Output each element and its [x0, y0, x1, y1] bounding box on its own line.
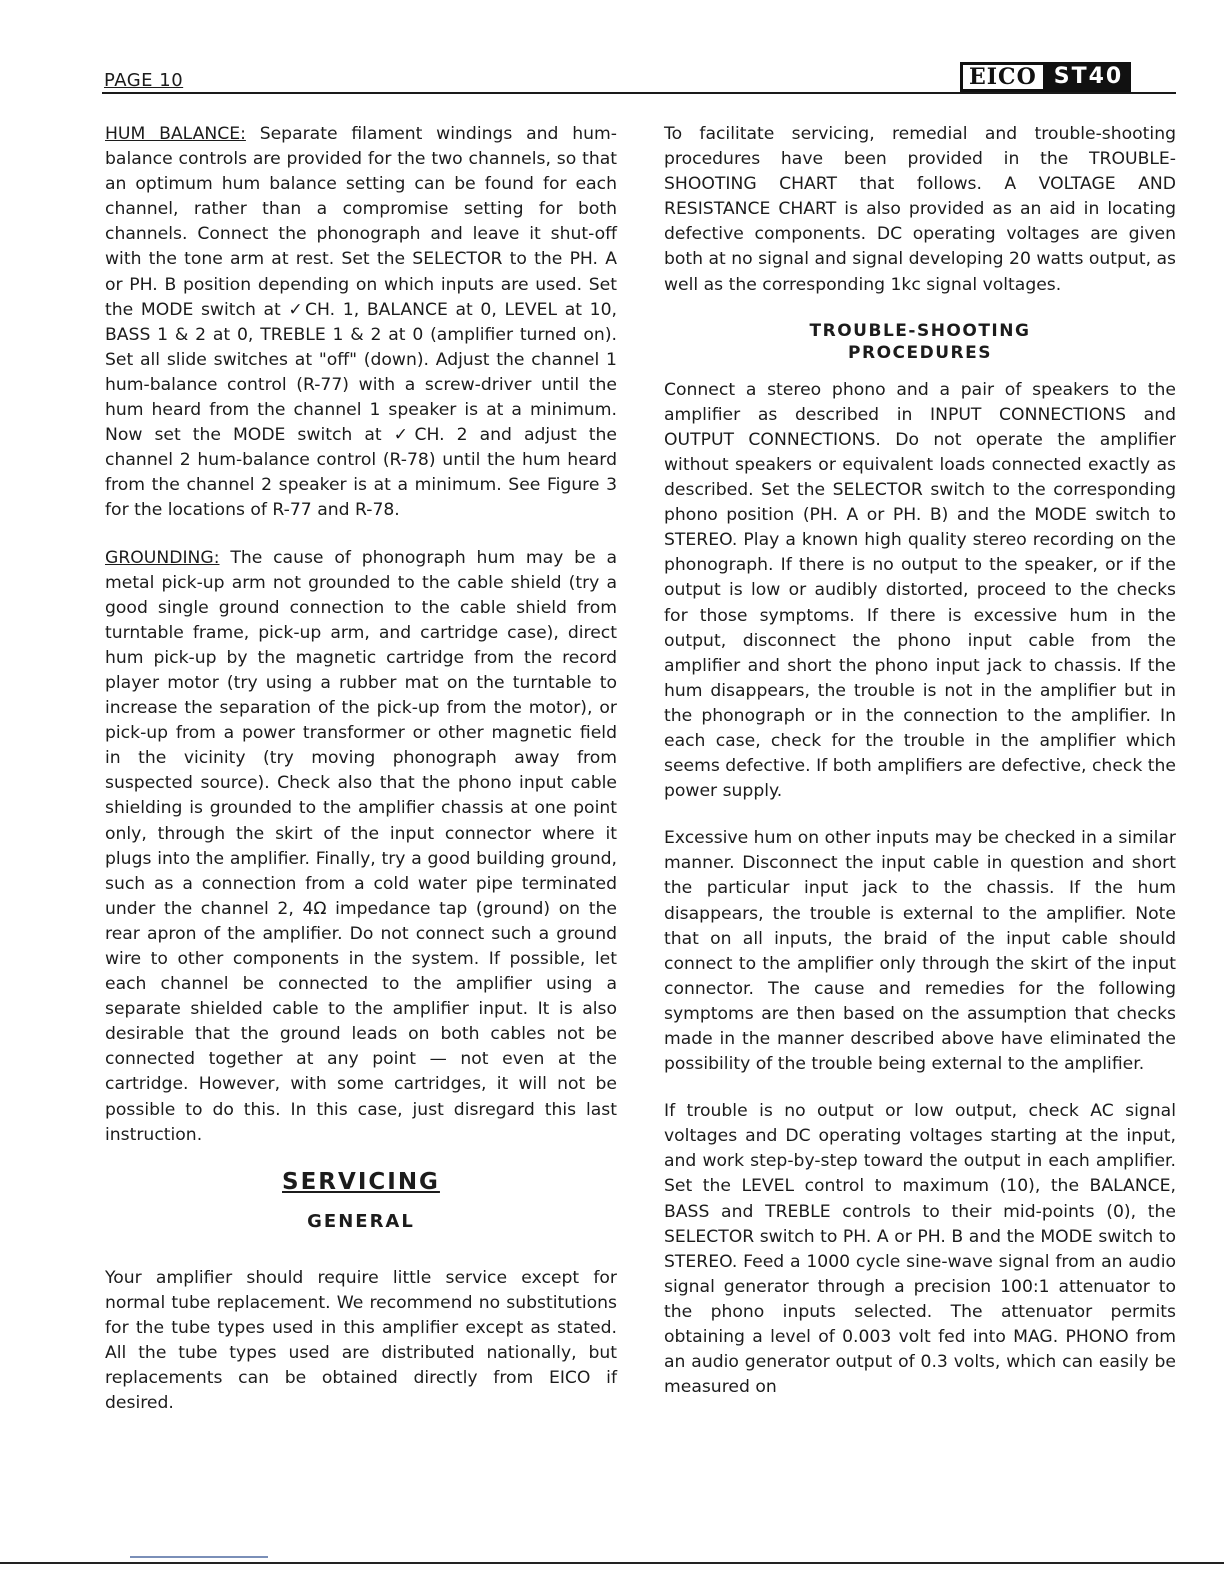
general-paragraph: Your amplifier should require little service except for normal tube replacement. We recommend no substitutions for the tube types used in this amplifier except as stated. All the tube types used are distributed nationally, but replacements can be obtained directly from EICO if desired.	[105, 1267, 617, 1414]
brand-name: EICO	[960, 62, 1046, 92]
servicing-intro-paragraph: To facilitate servicing, remedial and trouble-shooting procedures have been provided in the TROUBLE-SHOOTING CHART that follows. A VOLTAGE AND RESISTANCE CHART is also provided as an aid in locating defective components. DC operating voltages are given both at no signal and signal developing 20 watts output, as well as the corresponding 1kc signal voltages.	[664, 124, 1176, 295]
model-name: ST40	[1046, 62, 1131, 92]
header-rule	[102, 92, 1176, 94]
ts-heading-line2: PROCEDURES	[848, 342, 992, 363]
general-heading: GENERAL	[307, 1210, 415, 1232]
page-label: PAGE 10	[104, 70, 184, 91]
no-output-paragraph: If trouble is no output or low output, check AC signal voltages and DC operating voltages starting at the input, and work step-by-step toward the output in each amplifier. Set the LEVEL control to maximum (10), the BALANCE, BASS and TREBLE controls to their mid-points (0), the SELECTOR switch to PH. A or PH. B and the MODE switch to STEREO. Feed a 1000 cycle sine-wave signal from an audio signal generator through a precision 100:1 attenuator to the phono inputs selected. The attenuator permits obtaining a level of 0.003 volt fed into MAG. PHONO from an audio generator output of 0.3 volts, which can easily be measured on	[664, 1101, 1176, 1398]
hum-balance-body: Separate filament windings and hum-balance controls are provided for the two channels, so that an optimum hum balance setting can be found for each channel, rather than a compromise setting for both channels. Connect the phonograph and leave it shut-off with the tone arm at rest. Set the SELECTOR to the PH. A or PH. B position depending on which inputs are used. Set the MODE switch at ✓CH. 1, BALANCE at 0, LEVEL at 10, BASS 1 & 2 at 0, TREBLE 1 & 2 at 0 (amplifier turned on). Set all slide switches at "off" (down). Adjust the channel 1 hum-balance control (R-77) with a screw-driver until the hum heard from the channel 1 speaker is at a minimum. Now set the MODE switch at ✓CH. 2 and adjust the channel 2 hum-balance control (R-78) until the hum heard from the channel 2 speaker is at a minimum. See Figure 3 for the locations of R-77 and R-78.	[105, 124, 617, 521]
left-column	[105, 122, 617, 1439]
grounding-lead: GROUNDING:	[105, 547, 220, 568]
grounding-paragraph	[105, 546, 617, 1148]
trouble-shooting-heading	[664, 320, 1176, 364]
footer-rule	[0, 1562, 1224, 1564]
grounding-body: The cause of phonograph hum may be a metal pick-up arm not grounded to the cable shield (try a good single ground connection to the cable shield from turntable frame, pick-up arm, and cartridge case), direct hum pick-up by the magnetic cartridge from the record player motor (try using a rubber mat on the turntable to increase the separation of the pick-up from the motor), or pick-up from a power transformer or other magnetic field in the vicinity (try moving phonograph away from suspected source). Check also that the phono input cable shielding is grounded to the amplifier chassis at one point only, through the skirt of the input connector where it plugs into the amplifier. Finally, try a good building ground, such as a connection from a cold water pipe terminated under the channel 2, 4Ω impedance tap (ground) on the rear apron of the amplifier. Do not connect such a ground wire to other components in the system. If possible, let each channel be connected to the amplifier using a separate shielded cable to the amplifier input. It is also desirable that the ground leads on both cables not be connected together at any point — not even at the cartridge. However, with some cartridges, it will not be possible to do this. In this case, just disregard this last instruction.	[105, 547, 617, 1145]
trouble-shooting-paragraph: Connect a stereo phono and a pair of speakers to the amplifier as described in INPUT CONNECTIONS and OUTPUT CONNECTIONS. Do not operate the amplifier without speakers or equivalent loads connected exactly as described. Set the SELECTOR switch to the corresponding phono position (PH. A or PH. B) and the MODE switch to STEREO. Play a known high quality stereo recording on the phonograph. If there is no output to the speaker, or if the output is low or audibly distorted, proceed to the checks for those symptoms. If there is excessive hum in the output, disconnect the phono input cable from the amplifier and short the phono input jack to chassis. If the hum disappears, the trouble is not in the amplifier but in the phonograph or in the connection to the amplifier. In each case, check for the trouble in the amplifier which seems defective. If both amplifiers are defective, check the power supply.	[664, 379, 1176, 802]
ts-heading-line1: TROUBLE-SHOOTING	[809, 320, 1031, 341]
hum-balance-paragraph	[105, 122, 617, 524]
servicing-heading: SERVICING	[282, 1168, 440, 1195]
right-column	[664, 122, 1176, 1422]
brand-logo	[960, 62, 1131, 92]
footer-accent	[130, 1556, 268, 1558]
excessive-hum-paragraph: Excessive hum on other inputs may be checked in a similar manner. Disconnect the input cable in question and short the particular input jack to the chassis. If the hum disappears, the trouble is external to the amplifier. Note that on all inputs, the braid of the input cable should connect to the amplifier only through the skirt of the input connector. The cause and remedies for the following symptoms are then based on the assumption that checks made in the manner described above have eliminated the possibility of the trouble being external to the amplifier.	[664, 828, 1176, 1075]
hum-balance-lead: HUM BALANCE:	[105, 124, 246, 144]
